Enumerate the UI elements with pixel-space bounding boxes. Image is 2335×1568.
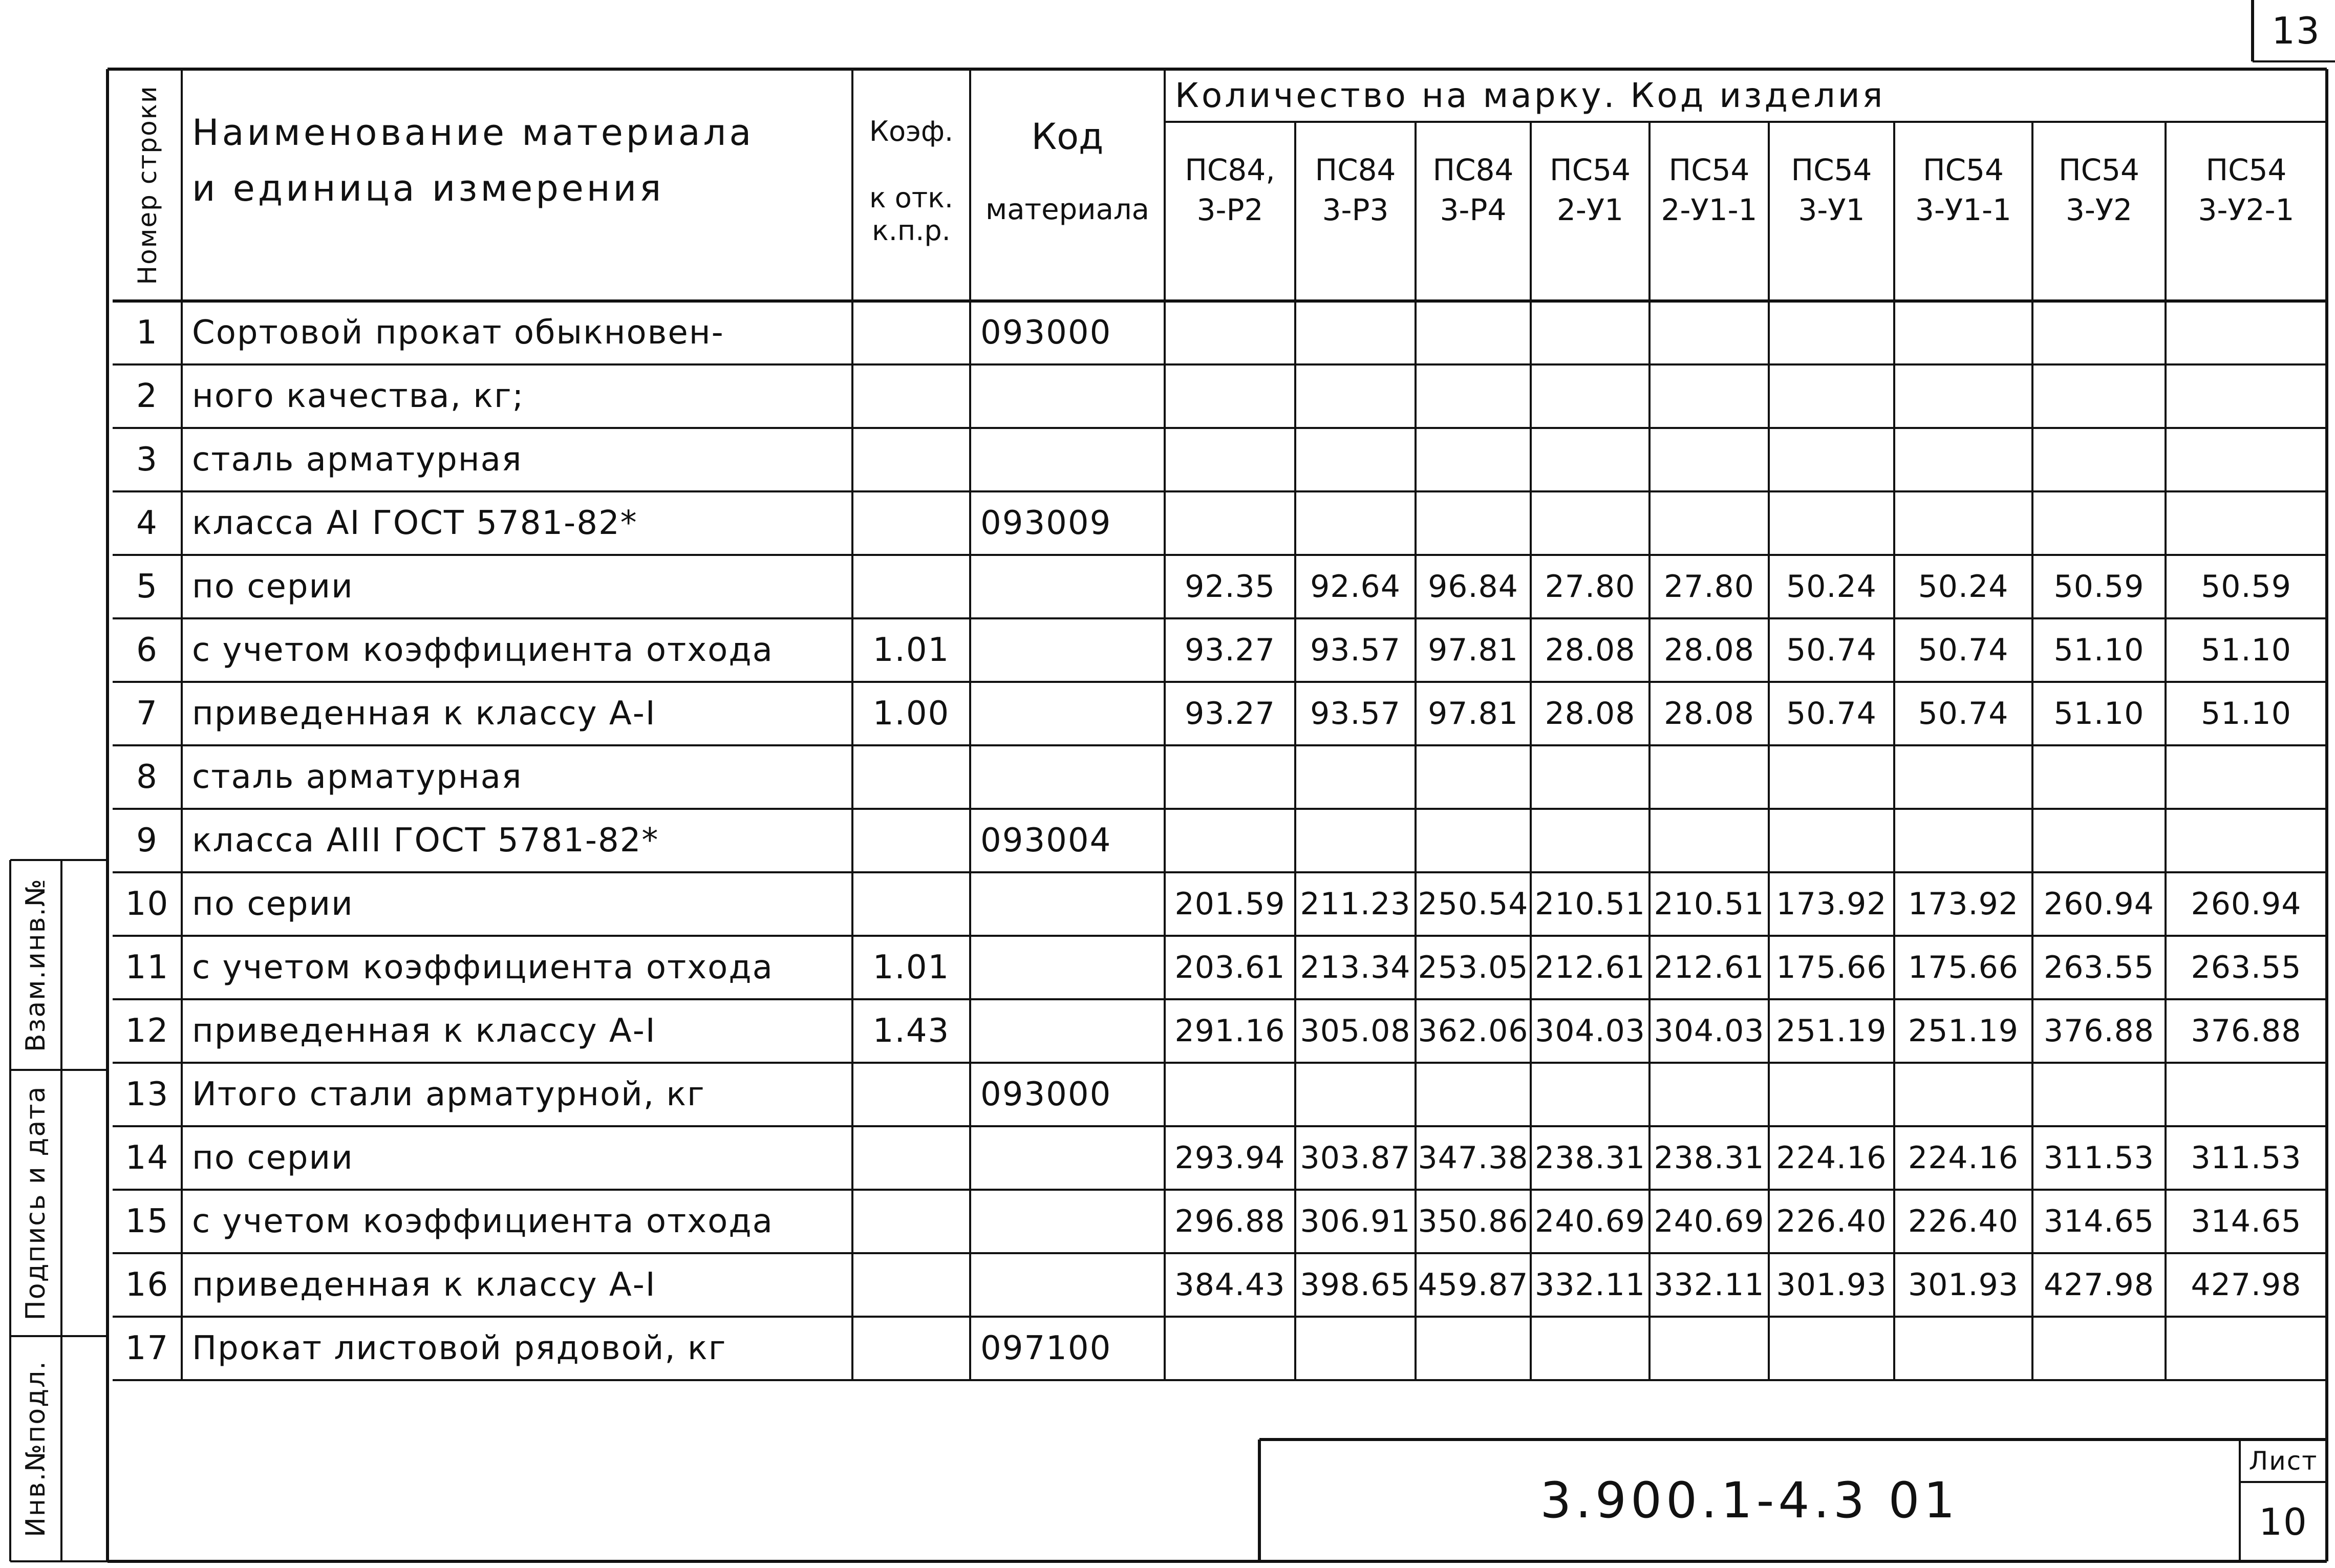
quantity-cell xyxy=(1416,745,1531,809)
material-code xyxy=(970,872,1165,936)
material-name: приведенная к классу А-I xyxy=(192,1012,656,1050)
quantity-cell: 92.64 xyxy=(1310,569,1401,605)
header-code-line: материала xyxy=(985,193,1149,227)
material-code: 093000 xyxy=(980,314,1112,352)
quantity-cell xyxy=(1416,1063,1531,1126)
row-number: 2 xyxy=(136,377,158,415)
quantity-cell xyxy=(1769,1063,1894,1126)
quantity-cell: 291.16 xyxy=(1174,1013,1286,1049)
quantity-cell xyxy=(1416,1317,1531,1380)
quantity-cell xyxy=(1165,1317,1295,1380)
product-code-line: 3-У2-1 xyxy=(2198,192,2295,228)
quantity-cell xyxy=(1165,1063,1295,1126)
quantity-cell: 350.86 xyxy=(1418,1204,1529,1239)
coefficient-value xyxy=(852,809,970,872)
header-name-line: Наименование материала xyxy=(192,112,755,154)
header-code-line: Код xyxy=(1031,116,1104,158)
quantity-cell: 28.08 xyxy=(1545,632,1636,668)
stamp-replacement-number: Взам.инв.№ xyxy=(20,878,51,1052)
quantity-cell: 50.59 xyxy=(2201,569,2291,605)
coefficient-value xyxy=(852,364,970,428)
material-name: Итого стали арматурной, кг xyxy=(192,1076,705,1113)
material-name: приведенная к классу А-I xyxy=(192,695,656,733)
quantity-cell: 50.74 xyxy=(1918,696,2009,732)
quantity-cell: 427.98 xyxy=(2044,1267,2154,1303)
material-code xyxy=(970,1190,1165,1253)
quantity-cell xyxy=(2032,364,2166,428)
header-name-line: и единица измерения xyxy=(192,167,665,209)
quantity-cell: 93.27 xyxy=(1185,696,1275,732)
sheet-label: Лист xyxy=(2248,1446,2318,1476)
quantity-cell xyxy=(1650,491,1769,555)
quantity-cell xyxy=(1165,364,1295,428)
quantity-cell xyxy=(1650,1317,1769,1380)
material-code: 093009 xyxy=(980,504,1112,542)
quantity-cell xyxy=(2166,1063,2327,1126)
quantity-cell: 240.69 xyxy=(1654,1204,1765,1239)
row-number: 6 xyxy=(136,631,158,669)
header-material-code xyxy=(970,69,1165,301)
row-number: 7 xyxy=(136,695,158,733)
coefficient-value xyxy=(852,1253,970,1317)
product-code-line: ПС54 xyxy=(2059,153,2139,187)
material-code xyxy=(970,745,1165,809)
quantity-cell xyxy=(2032,428,2166,491)
quantity-cell: 260.94 xyxy=(2044,886,2154,922)
quantity-cell: 50.74 xyxy=(1786,696,1877,732)
quantity-cell: 212.61 xyxy=(1535,950,1645,985)
product-code-line: 3-Р3 xyxy=(1322,192,1389,228)
quantity-cell: 28.08 xyxy=(1664,696,1754,732)
row-number: 8 xyxy=(136,758,158,796)
material-name: Прокат листовой рядовой, кг xyxy=(192,1329,727,1367)
material-code: 097100 xyxy=(980,1329,1112,1367)
quantity-cell xyxy=(1650,1063,1769,1126)
product-code-line: 2-У1-1 xyxy=(1661,192,1758,228)
coefficient-value xyxy=(852,1190,970,1253)
quantity-cell xyxy=(1295,809,1416,872)
material-name: класса АIII ГОСТ 5781-82* xyxy=(192,822,659,860)
quantity-cell: 201.59 xyxy=(1174,886,1286,922)
product-code-1 xyxy=(1165,122,1295,301)
quantity-cell: 173.92 xyxy=(1776,886,1887,922)
quantity-cell: 226.40 xyxy=(1776,1204,1887,1239)
row-number: 12 xyxy=(125,1012,169,1050)
product-code-line: ПС84, xyxy=(1185,153,1275,187)
material-code: 093004 xyxy=(980,822,1112,860)
quantity-cell xyxy=(1295,364,1416,428)
quantity-cell: 263.55 xyxy=(2191,950,2302,985)
quantity-cell xyxy=(1295,428,1416,491)
quantity-cell: 398.65 xyxy=(1300,1267,1411,1303)
material-name: по серии xyxy=(192,1139,354,1177)
document-code: 3.900.1-4.3 01 xyxy=(1540,1472,1959,1529)
quantity-cell xyxy=(1295,301,1416,364)
row-number: 9 xyxy=(136,822,158,860)
product-code-7 xyxy=(1894,122,2032,301)
quantity-cell xyxy=(1650,745,1769,809)
quantity-cell xyxy=(1769,428,1894,491)
quantity-cell: 240.69 xyxy=(1535,1204,1645,1239)
quantity-cell xyxy=(1531,428,1650,491)
quantity-cell xyxy=(2032,491,2166,555)
quantity-cell: 50.24 xyxy=(1786,569,1877,605)
quantity-cell xyxy=(1295,1317,1416,1380)
quantity-cell: 224.16 xyxy=(1908,1140,2019,1176)
quantity-cell: 301.93 xyxy=(1776,1267,1887,1303)
quantity-cell xyxy=(1165,745,1295,809)
coefficient-value: 1.00 xyxy=(872,695,950,733)
quantity-cell xyxy=(1650,809,1769,872)
quantity-cell xyxy=(1650,301,1769,364)
material-code xyxy=(970,1126,1165,1190)
material-code xyxy=(970,618,1165,682)
quantity-cell: 306.91 xyxy=(1300,1204,1411,1239)
quantity-cell: 97.81 xyxy=(1428,632,1518,668)
material-code xyxy=(970,936,1165,999)
quantity-cell: 253.05 xyxy=(1418,950,1529,985)
quantity-cell xyxy=(1416,428,1531,491)
header-row-number: Номер строки xyxy=(132,85,162,285)
stamp-signature-date: Подпись и дата xyxy=(20,1085,51,1321)
quantity-cell xyxy=(2166,1317,2327,1380)
coefficient-value xyxy=(852,301,970,364)
quantity-cell xyxy=(1295,491,1416,555)
header-coef-line: к.п.р. xyxy=(872,214,951,247)
row-number: 10 xyxy=(125,885,169,923)
quantity-cell: 210.51 xyxy=(1535,886,1645,922)
row-number: 11 xyxy=(125,949,169,986)
quantity-cell: 97.81 xyxy=(1428,696,1518,732)
quantity-cell xyxy=(1769,745,1894,809)
quantity-cell: 305.08 xyxy=(1300,1013,1411,1049)
quantity-cell: 96.84 xyxy=(1428,569,1518,605)
material-code xyxy=(970,428,1165,491)
quantity-cell xyxy=(1295,745,1416,809)
product-code-line: 3-У2 xyxy=(2065,192,2133,228)
quantity-cell: 251.19 xyxy=(1776,1013,1887,1049)
material-name: приведенная к классу А-I xyxy=(192,1266,656,1304)
quantity-cell: 376.88 xyxy=(2191,1013,2302,1049)
quantity-cell: 362.06 xyxy=(1418,1013,1529,1049)
quantity-cell: 238.31 xyxy=(1535,1140,1645,1176)
quantity-cell xyxy=(2032,301,2166,364)
row-number: 4 xyxy=(136,504,158,542)
product-code-8 xyxy=(2032,122,2166,301)
header-quantity-title: Количество на марку. Код изделия xyxy=(1175,76,1886,115)
quantity-cell xyxy=(1165,301,1295,364)
quantity-cell xyxy=(1165,809,1295,872)
quantity-cell xyxy=(1894,301,2032,364)
quantity-cell: 50.59 xyxy=(2053,569,2145,605)
quantity-cell xyxy=(1894,491,2032,555)
quantity-cell: 293.94 xyxy=(1174,1140,1286,1176)
product-code-2 xyxy=(1295,122,1416,301)
quantity-cell: 260.94 xyxy=(2191,886,2302,922)
product-code-6 xyxy=(1769,122,1894,301)
coefficient-value xyxy=(852,1126,970,1190)
material-name: с учетом коэффициента отхода xyxy=(192,949,774,986)
quantity-cell xyxy=(1769,301,1894,364)
quantity-cell xyxy=(2166,745,2327,809)
quantity-cell xyxy=(1650,428,1769,491)
product-code-line: 3-Р4 xyxy=(1440,192,1507,228)
material-name: с учетом коэффициента отхода xyxy=(192,631,774,669)
quantity-cell: 251.19 xyxy=(1908,1013,2019,1049)
material-code xyxy=(970,364,1165,428)
quantity-cell: 51.10 xyxy=(2201,632,2291,668)
coefficient-value: 1.43 xyxy=(872,1012,950,1050)
material-name: по серии xyxy=(192,568,354,606)
quantity-cell: 175.66 xyxy=(1776,950,1887,985)
material-name: сталь арматурная xyxy=(192,441,523,479)
quantity-cell: 93.57 xyxy=(1310,696,1401,732)
quantity-cell xyxy=(1894,809,2032,872)
quantity-cell: 213.34 xyxy=(1300,950,1411,985)
material-name: класса АI ГОСТ 5781-82* xyxy=(192,504,638,542)
quantity-cell xyxy=(1416,809,1531,872)
quantity-cell: 51.10 xyxy=(2053,632,2145,668)
quantity-cell xyxy=(1531,1063,1650,1126)
material-name: с учетом коэффициента отхода xyxy=(192,1202,774,1240)
quantity-cell: 427.98 xyxy=(2191,1267,2302,1303)
coefficient-value: 1.01 xyxy=(872,949,950,986)
quantity-cell xyxy=(2166,809,2327,872)
product-code-5 xyxy=(1650,122,1769,301)
material-name: по серии xyxy=(192,885,354,923)
quantity-cell: 296.88 xyxy=(1174,1204,1286,1239)
quantity-cell xyxy=(1531,745,1650,809)
quantity-cell: 93.57 xyxy=(1310,632,1401,668)
quantity-cell: 28.08 xyxy=(1545,696,1636,732)
quantity-cell xyxy=(1416,491,1531,555)
quantity-cell xyxy=(2032,745,2166,809)
header-material-name xyxy=(182,69,852,301)
quantity-cell xyxy=(1769,491,1894,555)
quantity-cell: 263.55 xyxy=(2044,950,2154,985)
quantity-cell xyxy=(2032,1317,2166,1380)
row-number: 17 xyxy=(125,1329,169,1367)
stamp-inventory-number: Инв.№подл. xyxy=(20,1360,51,1537)
quantity-cell: 93.27 xyxy=(1185,632,1275,668)
quantity-cell xyxy=(1894,364,2032,428)
quantity-cell xyxy=(1650,364,1769,428)
quantity-cell xyxy=(2166,491,2327,555)
quantity-cell xyxy=(2166,301,2327,364)
coefficient-value xyxy=(852,555,970,618)
quantity-cell: 332.11 xyxy=(1535,1267,1645,1303)
quantity-cell: 384.43 xyxy=(1174,1267,1286,1303)
quantity-cell: 314.65 xyxy=(2191,1204,2302,1239)
quantity-cell: 304.03 xyxy=(1654,1013,1765,1049)
coefficient-value xyxy=(852,1317,970,1380)
quantity-cell xyxy=(1531,301,1650,364)
product-code-line: ПС54 xyxy=(2205,153,2287,187)
quantity-cell: 314.65 xyxy=(2044,1204,2154,1239)
quantity-cell: 173.92 xyxy=(1908,886,2019,922)
product-code-4 xyxy=(1531,122,1650,301)
product-code-line: 2-У1 xyxy=(1556,192,1624,228)
header-coef-line: Коэф. xyxy=(869,115,954,147)
product-code-line: ПС84 xyxy=(1315,153,1396,187)
row-number: 5 xyxy=(136,568,158,606)
quantity-cell xyxy=(2032,809,2166,872)
coefficient-value xyxy=(852,428,970,491)
quantity-cell: 210.51 xyxy=(1654,886,1765,922)
quantity-cell: 303.87 xyxy=(1300,1140,1411,1176)
quantity-cell: 311.53 xyxy=(2044,1140,2154,1176)
row-number: 1 xyxy=(136,314,158,352)
product-code-line: 3-У1-1 xyxy=(1915,192,2011,228)
quantity-cell: 212.61 xyxy=(1654,950,1765,985)
row-number: 14 xyxy=(125,1139,169,1177)
header-coef-line: к отк. xyxy=(869,181,954,214)
quantity-cell xyxy=(1165,491,1295,555)
quantity-cell xyxy=(2166,428,2327,491)
quantity-cell: 28.08 xyxy=(1664,632,1754,668)
product-code-3 xyxy=(1416,122,1531,301)
quantity-cell: 211.23 xyxy=(1300,886,1411,922)
row-number: 15 xyxy=(125,1202,169,1240)
product-code-line: ПС54 xyxy=(1923,153,2004,187)
quantity-cell: 27.80 xyxy=(1545,569,1636,605)
coefficient-value xyxy=(852,745,970,809)
quantity-cell xyxy=(2032,1063,2166,1126)
material-name: сталь арматурная xyxy=(192,758,523,796)
quantity-cell: 50.24 xyxy=(1918,569,2009,605)
row-number: 16 xyxy=(125,1266,169,1304)
quantity-cell: 51.10 xyxy=(2201,696,2291,732)
product-code-line: 3-У1 xyxy=(1798,192,1865,228)
sheet-number: 10 xyxy=(2259,1500,2308,1543)
coefficient-value xyxy=(852,491,970,555)
material-code xyxy=(970,999,1165,1063)
quantity-cell: 203.61 xyxy=(1174,950,1286,985)
coefficient-value xyxy=(852,1063,970,1126)
quantity-cell: 50.74 xyxy=(1918,632,2009,668)
quantity-cell: 238.31 xyxy=(1654,1140,1765,1176)
quantity-cell xyxy=(1416,364,1531,428)
quantity-cell xyxy=(1769,1317,1894,1380)
material-name: ного качества, кг; xyxy=(192,377,525,415)
material-code xyxy=(970,555,1165,618)
quantity-cell: 50.74 xyxy=(1786,632,1877,668)
row-number: 3 xyxy=(136,441,158,479)
quantity-cell: 304.03 xyxy=(1535,1013,1645,1049)
quantity-cell xyxy=(1531,364,1650,428)
quantity-cell xyxy=(1894,1063,2032,1126)
quantity-cell xyxy=(1531,491,1650,555)
product-code-line: ПС54 xyxy=(1668,153,1750,187)
material-name: Сортовой прокат обыкновен- xyxy=(192,314,724,352)
product-code-line: ПС54 xyxy=(1791,153,1872,187)
quantity-cell xyxy=(1894,428,2032,491)
quantity-cell: 175.66 xyxy=(1908,950,2019,985)
quantity-cell: 250.54 xyxy=(1418,886,1529,922)
quantity-cell xyxy=(1531,1317,1650,1380)
quantity-cell: 311.53 xyxy=(2191,1140,2302,1176)
material-code xyxy=(970,682,1165,745)
quantity-cell: 224.16 xyxy=(1776,1140,1887,1176)
row-number: 13 xyxy=(125,1076,169,1113)
quantity-cell xyxy=(2166,364,2327,428)
material-code: 093000 xyxy=(980,1076,1112,1113)
quantity-cell xyxy=(1769,364,1894,428)
quantity-cell: 51.10 xyxy=(2053,696,2145,732)
quantity-cell xyxy=(1894,1317,2032,1380)
quantity-cell: 226.40 xyxy=(1908,1204,2019,1239)
quantity-cell: 27.80 xyxy=(1664,569,1754,605)
quantity-cell xyxy=(1531,809,1650,872)
quantity-cell: 301.93 xyxy=(1908,1267,2019,1303)
product-code-line: 3-Р2 xyxy=(1196,192,1263,228)
quantity-cell xyxy=(1769,809,1894,872)
quantity-cell xyxy=(1295,1063,1416,1126)
quantity-cell xyxy=(1165,428,1295,491)
header-coefficient xyxy=(852,69,970,301)
page-number: 13 xyxy=(2272,9,2321,52)
product-code-line: ПС84 xyxy=(1432,153,1514,187)
quantity-cell: 92.35 xyxy=(1185,569,1275,605)
quantity-cell: 347.38 xyxy=(1418,1140,1529,1176)
coefficient-value: 1.01 xyxy=(872,631,950,669)
product-code-line: ПС54 xyxy=(1550,153,1631,187)
quantity-cell xyxy=(1894,745,2032,809)
quantity-cell: 459.87 xyxy=(1418,1267,1529,1303)
material-code xyxy=(970,1253,1165,1317)
product-code-9 xyxy=(2166,122,2327,301)
quantity-cell: 376.88 xyxy=(2044,1013,2154,1049)
quantity-cell xyxy=(1416,301,1531,364)
coefficient-value xyxy=(852,872,970,936)
quantity-cell: 332.11 xyxy=(1654,1267,1765,1303)
